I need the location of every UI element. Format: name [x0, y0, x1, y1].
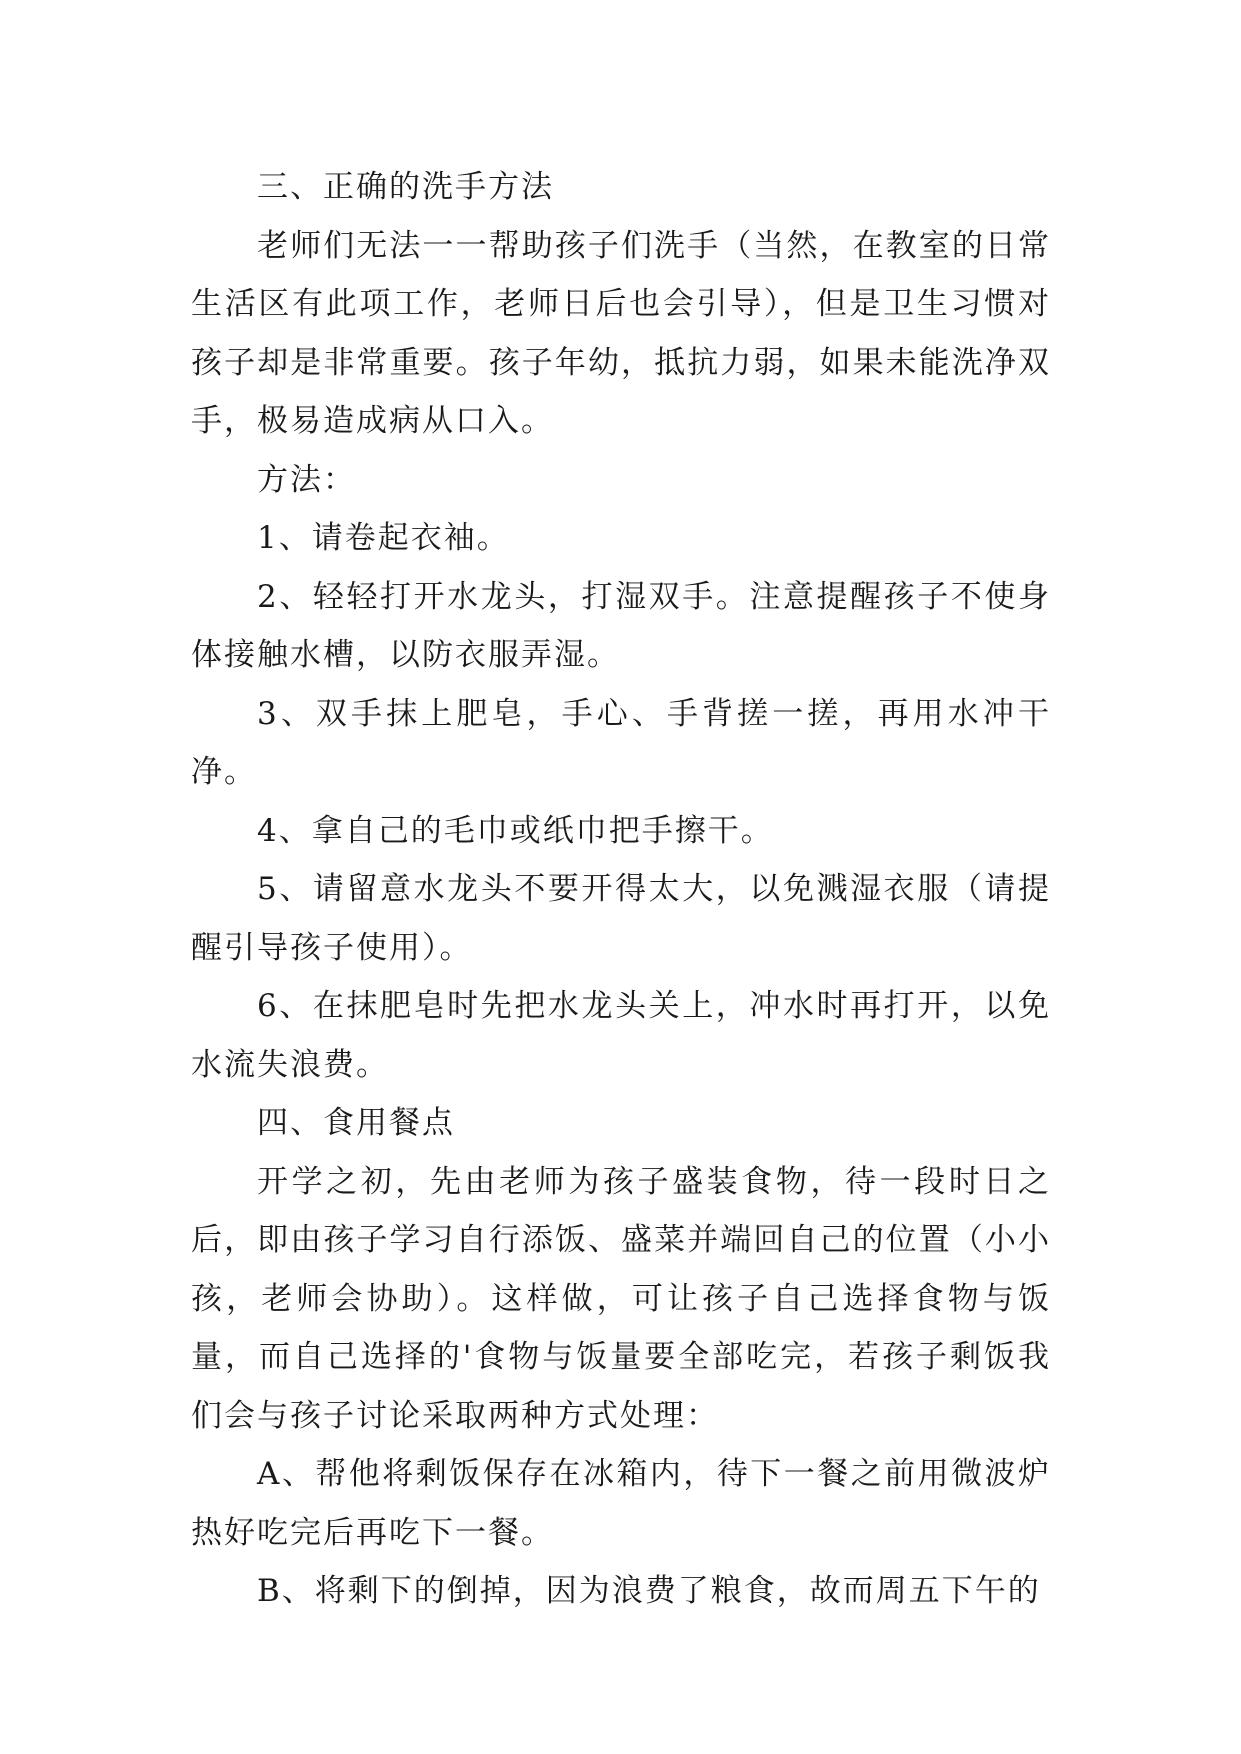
list-item-step-4: 4、拿自己的毛巾或纸巾把手擦干。	[257, 812, 774, 849]
paragraph-handwashing-intro: 老师们无法一一帮助孩子们洗手（当然，在教室的日常生活区有此项工作，老师日后也会引导），但是卫生习惯对孩子却是非常重要。孩子年幼，抵抗力弱，如果未能洗净双手，极易造成病从口入。	[191, 227, 1051, 439]
section-heading-meals: 四、食用餐点	[257, 1105, 455, 1141]
section-heading-handwashing: 三、正确的洗手方法	[257, 169, 554, 205]
paragraph-meals-intro: 开学之初，先由老师为孩子盛装食物，待一段时日之后，即由孩子学习自行添饭、盛菜并端回自己的位置（小小孩，老师会协助）。这样做，可让孩子自己选择食物与饭量，而自己选择的'食物与饭量要全部吃完，若孩子剩饭我们会与孩子讨论采取两种方式处理：	[191, 1163, 1051, 1434]
list-item-step-1: 1、请卷起衣袖。	[257, 520, 510, 556]
list-item-option-a: A、帮他将剩饭保存在冰箱内，待下一餐之前用微波炉热好吃完后再吃下一餐。	[191, 1456, 1051, 1551]
list-item-step-5: 5、请留意水龙头不要开得太大，以免溅湿衣服（请提醒引导孩子使用）。	[191, 871, 1051, 966]
document-body	[191, 158, 1051, 1621]
list-item-option-b: B、将剩下的倒掉，因为浪费了粮食，故而周五下午的	[257, 1573, 1041, 1609]
list-item-step-2: 2、轻轻打开水龙头，打湿双手。注意提醒孩子不使身体接触水槽，以防衣服弄湿。	[191, 578, 1051, 673]
list-item-step-6: 6、在抹肥皂时先把水龙头关上，冲水时再打开，以免水流失浪费。	[191, 988, 1051, 1083]
paragraph-method-label: 方法：	[257, 461, 356, 498]
list-item-step-3: 3、双手抹上肥皂，手心、手背搓一搓，再用水冲干净。	[191, 695, 1051, 790]
